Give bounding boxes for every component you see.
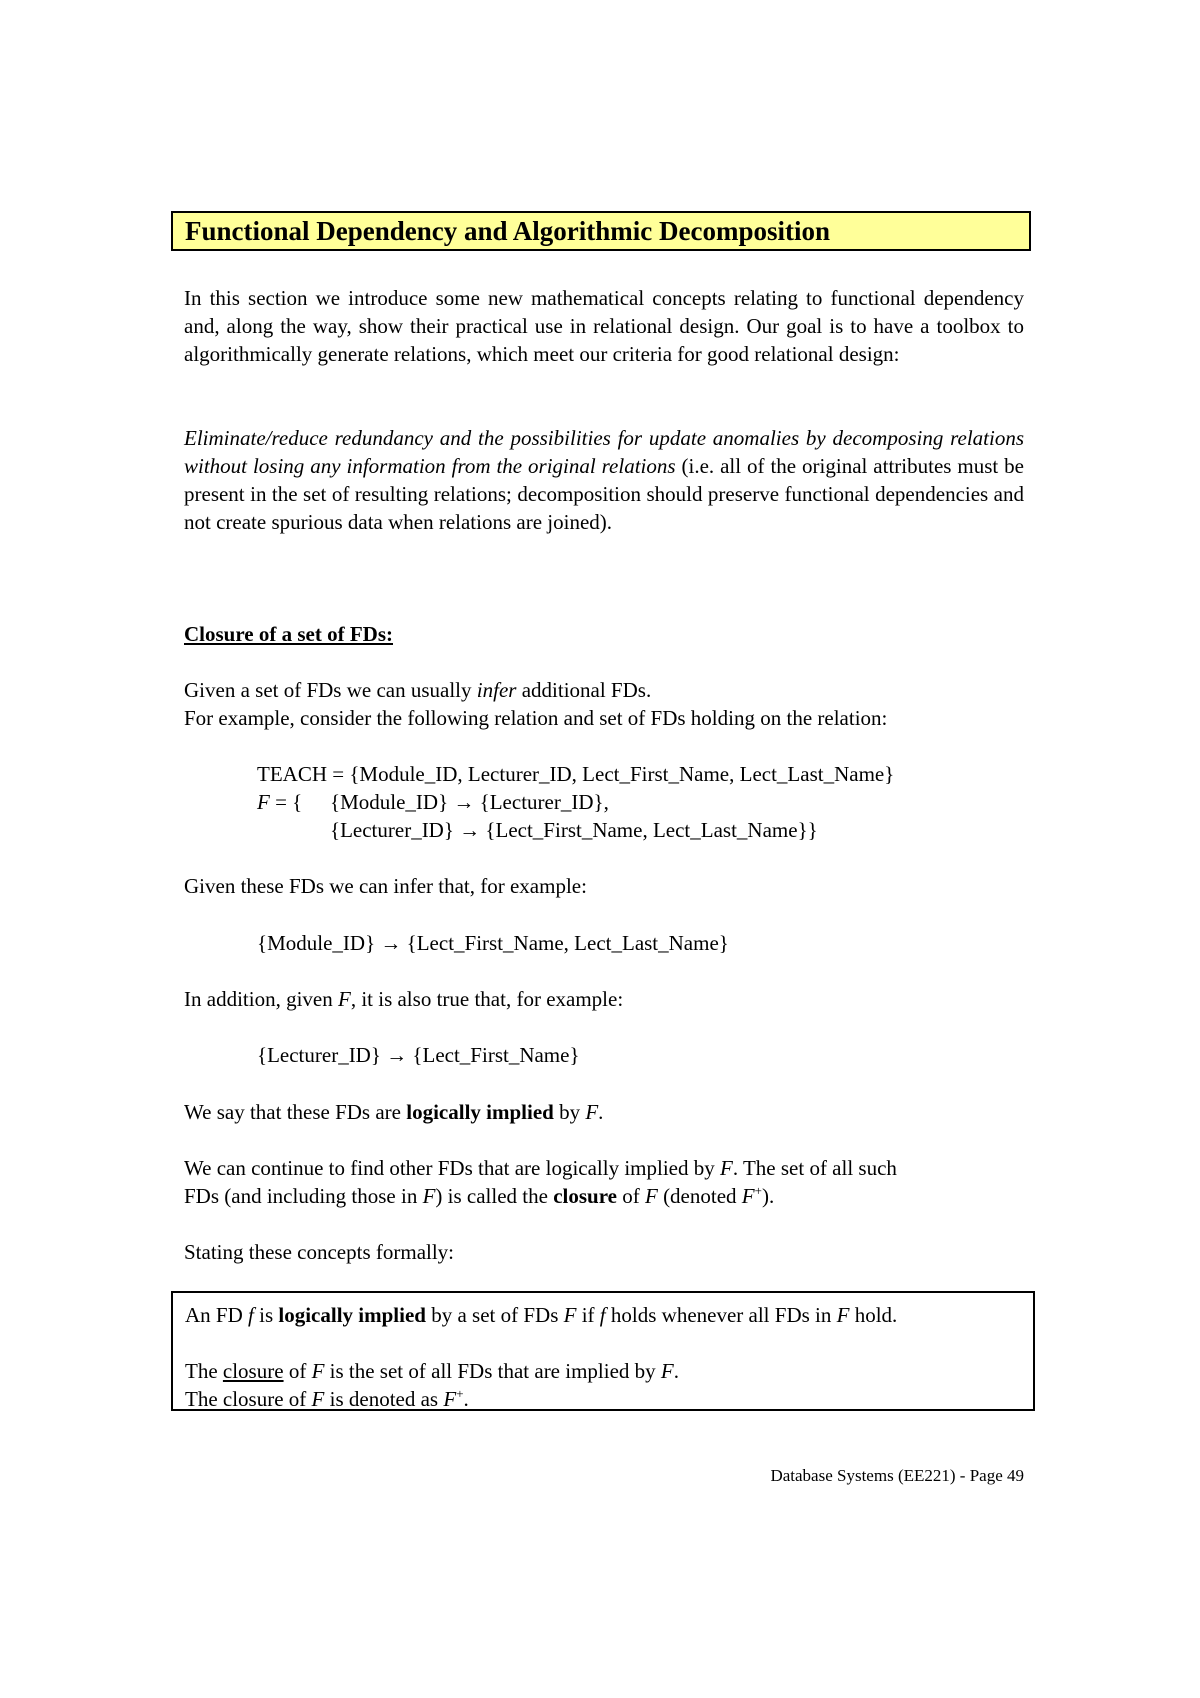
in-addition-line: In addition, given F, it is also true that, for example: (184, 987, 624, 1011)
goal-rest: (i.e. all of the original attributes must be present in the set of resulting relations; decomposition should preserve functional dependencies and not create spurious data when relations are joined). (184, 454, 1024, 534)
fd-2: {Lecturer_ID} → {Lect_First_Name, Lect_Last_Name}} (330, 818, 818, 842)
stating-line: Stating these concepts formally: (184, 1240, 455, 1264)
definition-box (171, 1291, 1035, 1411)
page-footer: Database Systems (EE221) - Page 49 (770, 1466, 1024, 1485)
goal-paragraph (184, 424, 1024, 536)
continue-line-2: FDs (and including those in F) is called the closure of F (denoted F+). (184, 1183, 775, 1208)
definition-line-1: An FD f is logically implied by a set of FDs F if f holds whenever all FDs in F hold. (185, 1303, 898, 1327)
definition-line-3: The closure of F is denoted as F+. (185, 1386, 469, 1411)
definition-line-2: The closure of F is the set of all FDs that are implied by F. (185, 1359, 679, 1383)
section-title: Functional Dependency and Algorithmic Decomposition (185, 216, 831, 246)
teach-relation: TEACH = {Module_ID, Lecturer_ID, Lect_First_Name, Lect_Last_Name} (257, 762, 895, 786)
inferred-fd-2: {Lecturer_ID} → {Lect_First_Name} (257, 1043, 580, 1067)
intro-paragraph: In this section we introduce some new mathematical concepts relating to functional dependency and, along the way, show their practical use in relational design. Our goal is to have a toolbox to algorithmically generate relations, which meet our criteria for good relational design: (184, 286, 1024, 366)
continue-line-1: We can continue to find other FDs that are logically implied by F. The set of all such (184, 1156, 897, 1180)
goal-italic: Eliminate/reduce redundancy and the possibilities for update anomalies by decomposing relations without losing any information from the original relations (184, 426, 1024, 478)
closure-heading: Closure of a set of FDs: (184, 622, 393, 646)
inferred-fd-1: {Module_ID} → {Lect_First_Name, Lect_Last_Name} (257, 931, 729, 955)
example-intro: For example, consider the following relation and set of FDs holding on the relation: (184, 706, 888, 730)
fd-set-label: F = { (257, 790, 303, 814)
given-these: Given these FDs we can infer that, for example: (184, 874, 587, 898)
logically-implied-line: We say that these FDs are logically implied by F. (184, 1100, 604, 1124)
given-line: Given a set of FDs we can usually infer additional FDs. (184, 678, 652, 702)
infer-word: infer (476, 678, 517, 702)
section-title-box (171, 211, 1031, 251)
fd-1: {Module_ID} → {Lecturer_ID}, (330, 790, 609, 814)
